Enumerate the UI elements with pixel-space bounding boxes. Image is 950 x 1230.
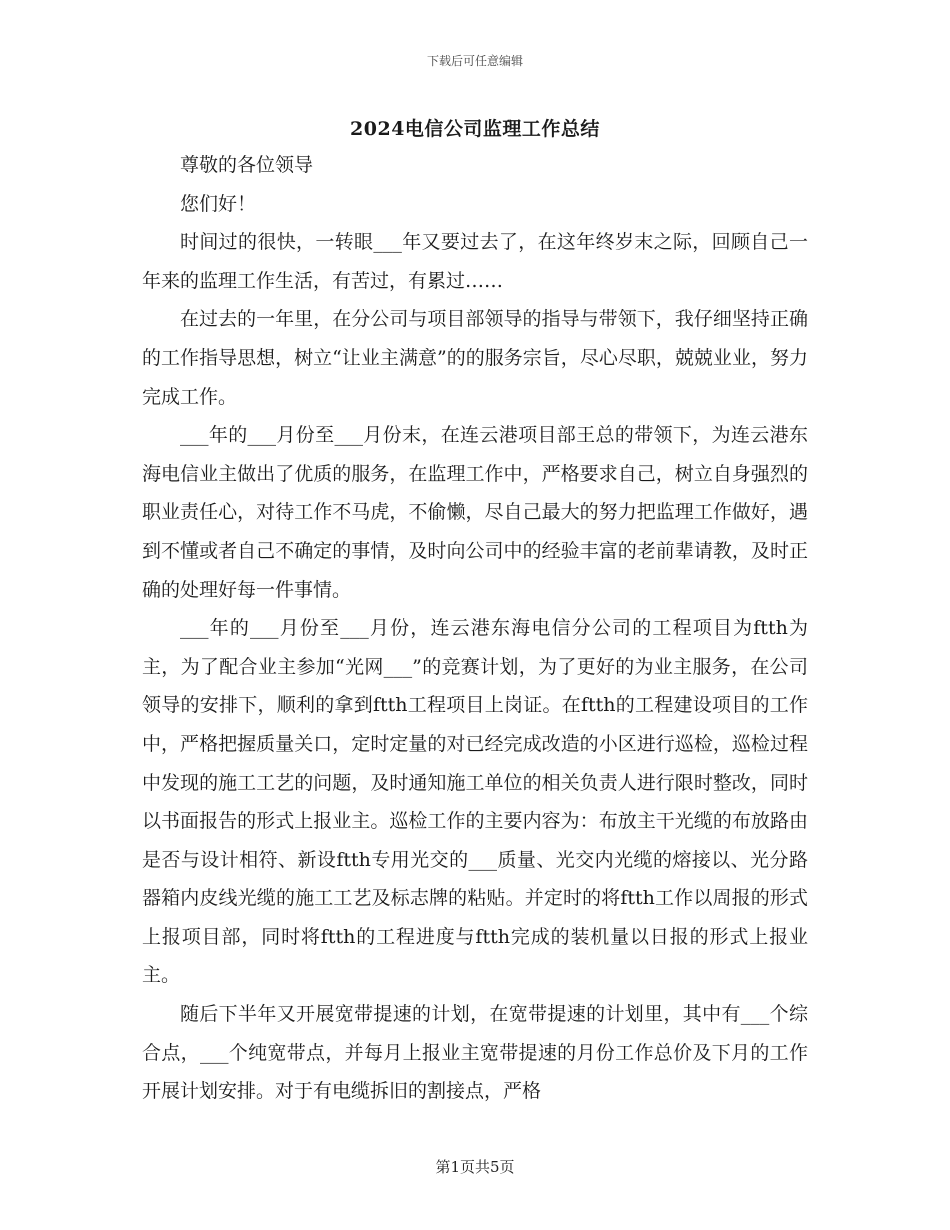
paragraph-broadband: 随后下半年又开展宽带提速的计划，在宽带提速的计划里，其中有___个综合点，___个纯宽带点，并每月上报业主宽带提速的月份工作总价及下月的工作开展计划安排。对于有电缆拆旧的割接点，严格	[142, 1003, 808, 1103]
document-body	[142, 146, 808, 1111]
page-number: 第1页共5页	[435, 1158, 515, 1176]
document-title: 2024电信公司监理工作总结	[350, 118, 600, 140]
salutation: 尊敬的各位领导	[180, 154, 314, 176]
greeting: 您们好！	[180, 192, 257, 215]
paragraph-intro: 时间过的很快，一转眼___年又要过去了，在这年终岁末之际，回顾自己一年来的监理工作生活，有苦过，有累过……	[142, 231, 808, 292]
paragraph-ftth: ___年的___月份至___月份，连云港东海电信分公司的工程项目为ftth为主，为了配合业主参加“光网___”的竞赛计划，为了更好的为业主服务，在公司领导的安排下，顺利的拿到ftth工程项目上岗证。在ftth的工程建设项目的工作中，严格把握质量关口，定时定量的对已经完成改造的小区进行巡检，巡检过程中发现的施工工艺的问题，及时通知施工单位的相关负责人进行限时整改，同时以书面报告的形式上报业主。巡检工作的主要内容为：布放主干光缆的布放路由是否与设计相符、新设ftth专用光交的___质量、光交内光缆的熔接以、光分路器箱内皮线光缆的施工工艺及标志牌的粘贴。并定时的将ftth工作以周报的形式上报项目部，同时将ftth的工程进度与ftth完成的装机量以日报的形式上报业主。	[142, 617, 808, 987]
paragraph-past-year: 在过去的一年里，在分公司与项目部领导的指导与带领下，我仔细坚持正确的工作指导思想，树立“让业主满意”的的服务宗旨，尽心尽职，兢兢业业，努力完成工作。	[142, 308, 808, 408]
page-header-note: 下载后可任意编辑	[426, 54, 523, 68]
paragraph-lianyungang: ___年的___月份至___月份末，在连云港项目部王总的带领下，为连云港东海电信业主做出了优质的服务，在监理工作中，严格要求自己，树立自身强烈的职业责任心，对待工作不马虎，不偷懒，尽自己最大的努力把监理工作做好，遇到不懂或者自己不确定的事情，及时向公司中的经验丰富的老前辈请教，及时正确的处理好每一件事情。	[142, 424, 808, 601]
